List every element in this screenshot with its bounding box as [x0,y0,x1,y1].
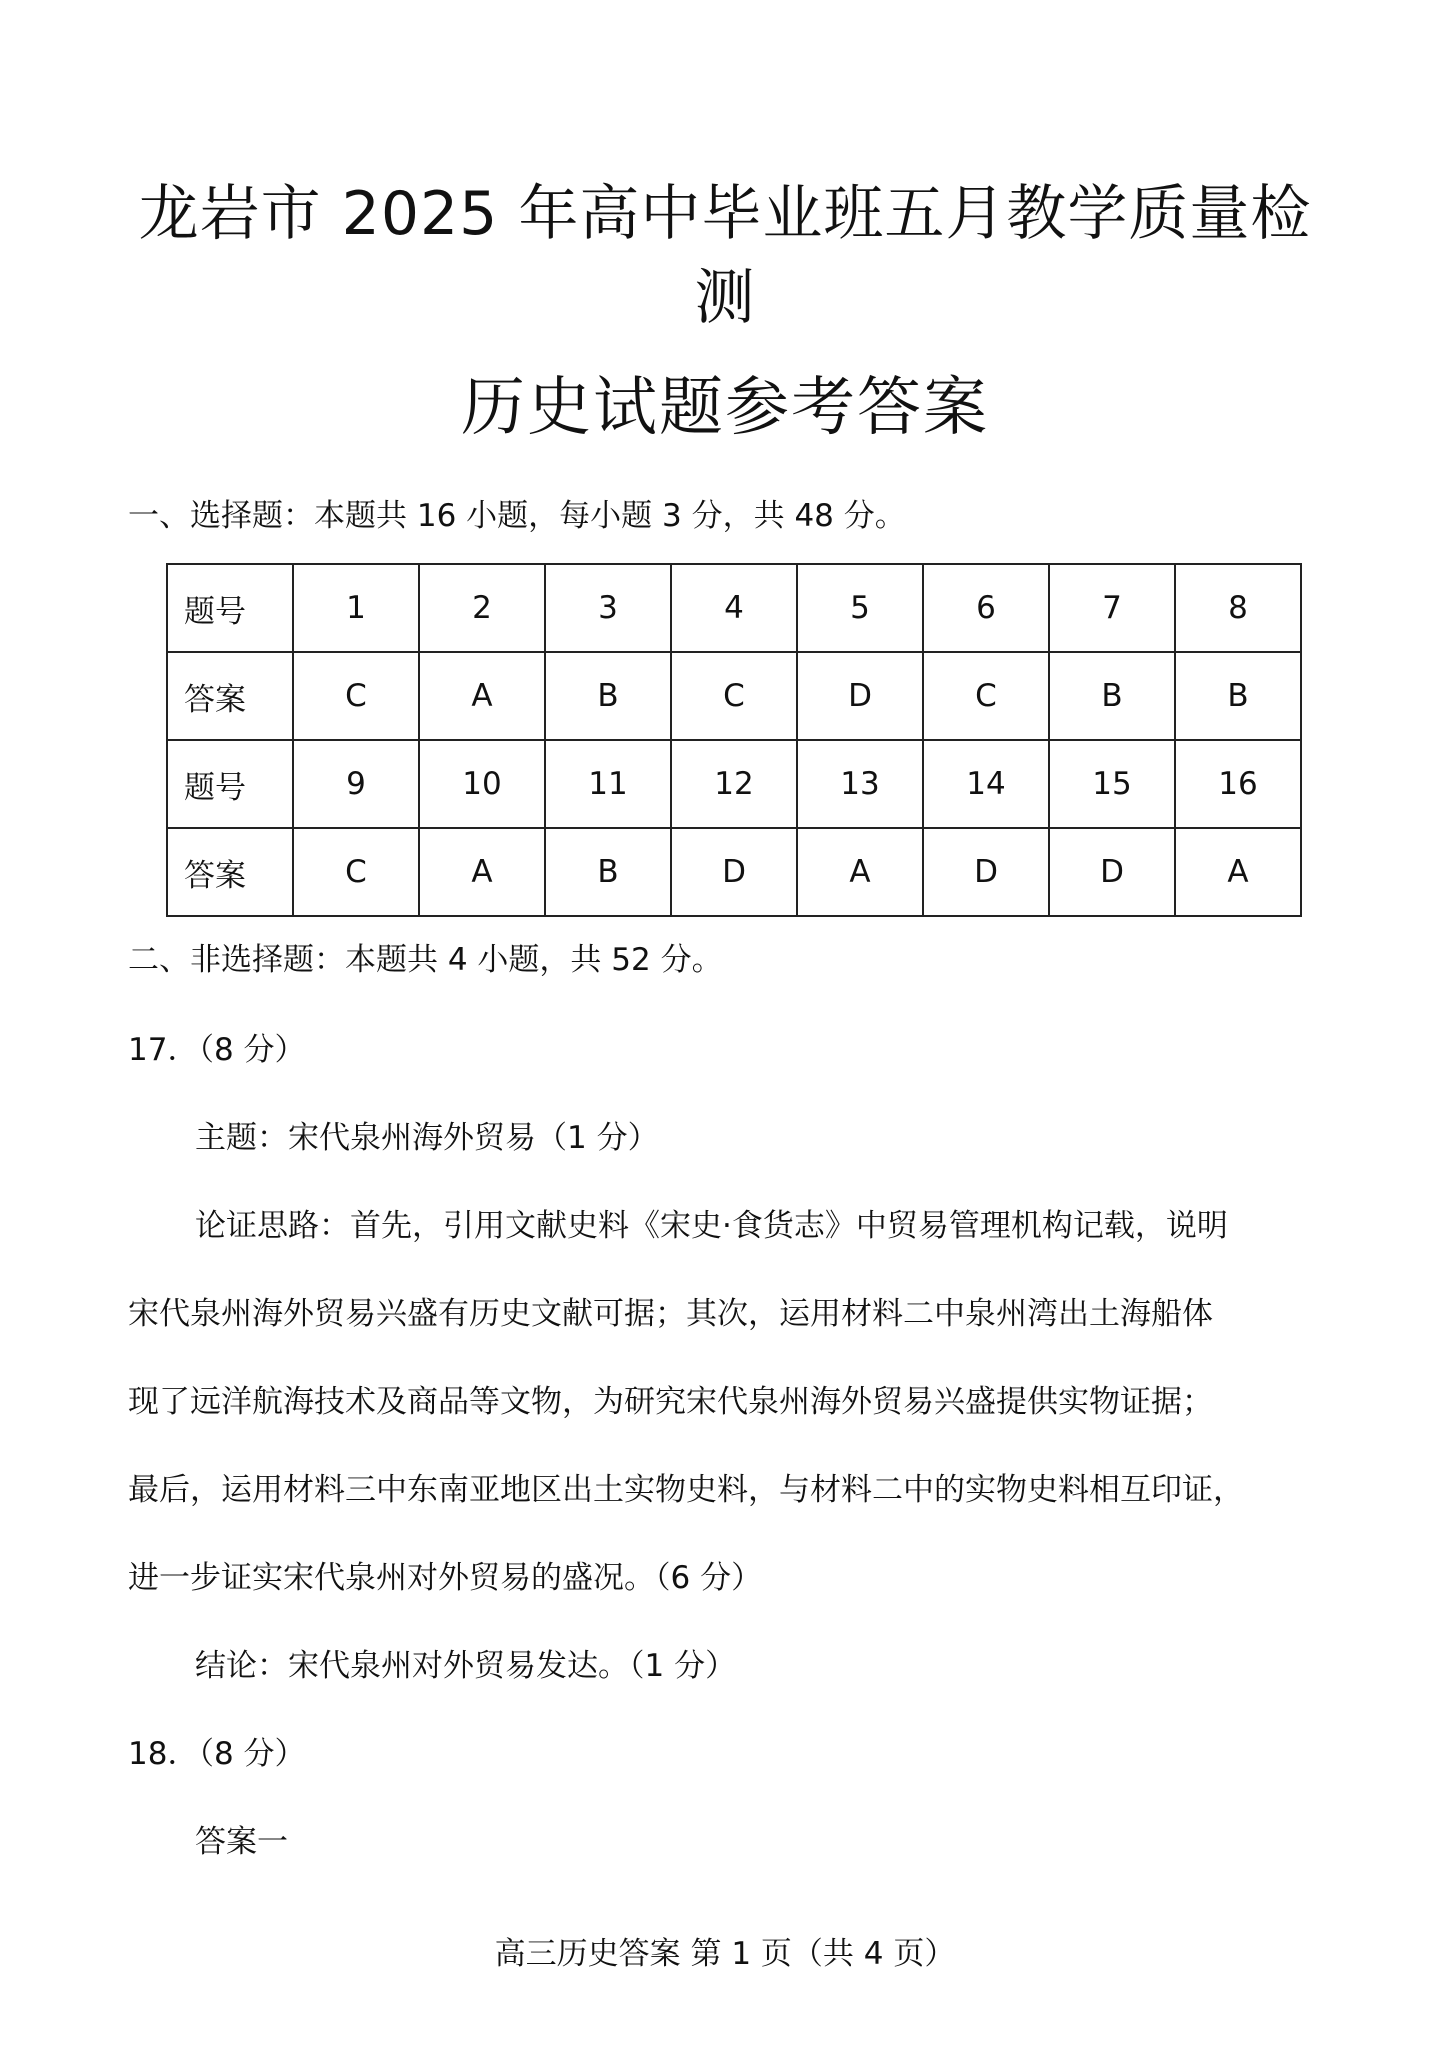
table-row [167,828,1301,916]
q17-argument-line: 进一步证实宋代泉州对外贸易的盛况。（6 分） [128,1560,763,1596]
table-cell: A [419,652,545,740]
table-row-label: 题号 [167,740,293,828]
table-cell: B [545,828,671,916]
table-row [167,740,1301,828]
table-cell: 8 [1175,564,1301,652]
q17-argument-line: 最后，运用材料三中东南亚地区出土实物史料，与材料二中的实物史料相互印证， [128,1472,1244,1508]
q18-number: 18．（8 分） [128,1736,306,1772]
section2-heading: 二、非选择题：本题共 4 小题，共 52 分。 [128,942,723,978]
page-subtitle: 历史试题参考答案 [461,371,989,445]
q17-conclusion: 结论：宋代泉州对外贸易发达。（1 分） [195,1648,737,1684]
table-cell: B [1049,652,1175,740]
table-cell: C [293,828,419,916]
q18-answer-label: 答案一 [195,1824,288,1860]
table-cell: D [797,652,923,740]
q17-argument-line: 论证思路：首先，引用文献史料《宋史·食货志》中贸易管理机构记载，说明 [195,1208,1228,1244]
table-row [167,564,1301,652]
table-cell: D [1049,828,1175,916]
table-cell: 14 [923,740,1049,828]
table-row-label: 答案 [167,828,293,916]
table-cell: 11 [545,740,671,828]
table-cell: 13 [797,740,923,828]
table-cell: 4 [671,564,797,652]
table-cell: 3 [545,564,671,652]
table-cell: A [797,828,923,916]
table-cell: C [923,652,1049,740]
q17-topic: 主题：宋代泉州海外贸易（1 分） [195,1120,659,1156]
q17-argument-line: 宋代泉州海外贸易兴盛有历史文献可据；其次，运用材料二中泉州湾出土海船体 [128,1296,1213,1332]
table-cell: 6 [923,564,1049,652]
table-row [167,652,1301,740]
table-cell: D [923,828,1049,916]
table-cell: 16 [1175,740,1301,828]
page-title-line1: 龙岩市 2025 年高中毕业班五月教学质量检 [138,179,1312,249]
table-cell: 15 [1049,740,1175,828]
section1-heading: 一、选择题：本题共 16 小题，每小题 3 分，共 48 分。 [128,498,906,534]
table-cell: 5 [797,564,923,652]
table-cell: D [671,828,797,916]
q17-argument-line: 现了远洋航海技术及商品等文物，为研究宋代泉州海外贸易兴盛提供实物证据； [128,1384,1213,1420]
table-cell: A [1175,828,1301,916]
table-cell: 9 [293,740,419,828]
table-cell: B [545,652,671,740]
table-cell: B [1175,652,1301,740]
table-cell: 7 [1049,564,1175,652]
table-row-label: 题号 [167,564,293,652]
table-cell: C [671,652,797,740]
table-cell: A [419,828,545,916]
table-cell: 10 [419,740,545,828]
table-row-label: 答案 [167,652,293,740]
table-cell: C [293,652,419,740]
table-cell: 12 [671,740,797,828]
q17-number: 17．（8 分） [128,1032,306,1068]
table-cell: 1 [293,564,419,652]
page-title-line2: 测 [694,263,756,333]
answer-table [166,563,1302,917]
page-footer: 高三历史答案 第 1 页（共 4 页） [494,1936,956,1972]
table-cell: 2 [419,564,545,652]
